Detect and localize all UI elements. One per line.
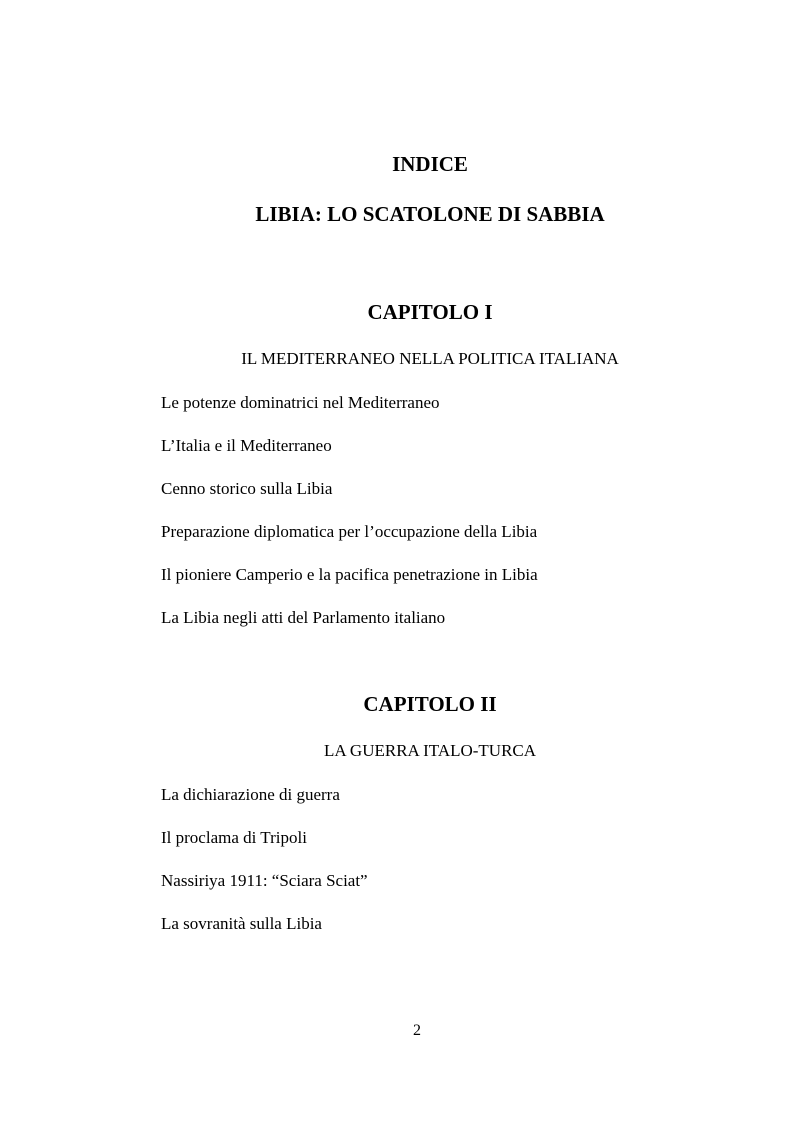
chapter-2-heading: CAPITOLO II bbox=[363, 692, 497, 716]
toc-entry: La dichiarazione di guerra bbox=[161, 785, 340, 804]
book-title: LIBIA: LO SCATOLONE DI SABBIA bbox=[255, 202, 605, 226]
toc-entry: Il proclama di Tripoli bbox=[161, 828, 307, 847]
toc-entry: Le potenze dominatrici nel Mediterraneo bbox=[161, 393, 440, 412]
toc-entry: Preparazione diplomatica per l’occupazione della Libia bbox=[161, 522, 538, 541]
chapter-1-heading: CAPITOLO I bbox=[367, 300, 493, 324]
toc-entry: La sovranità sulla Libia bbox=[161, 914, 322, 933]
chapter-2-subtitle: LA GUERRA ITALO-TURCA bbox=[323, 741, 537, 760]
toc-entry: Cenno storico sulla Libia bbox=[161, 479, 333, 498]
chapter-1-subtitle: IL MEDITERRANEO NELLA POLITICA ITALIANA bbox=[241, 349, 619, 368]
page-number: 2 bbox=[413, 1022, 421, 1039]
toc-entry: La Libia negli atti del Parlamento italiano bbox=[161, 608, 446, 627]
toc-entry: Nassiriya 1911: “Sciara Sciat” bbox=[161, 871, 368, 890]
toc-entry: Il pioniere Camperio e la pacifica penetrazione in Libia bbox=[161, 565, 538, 584]
index-title: INDICE bbox=[392, 152, 468, 176]
toc-entry: L’Italia e il Mediterraneo bbox=[161, 436, 332, 455]
